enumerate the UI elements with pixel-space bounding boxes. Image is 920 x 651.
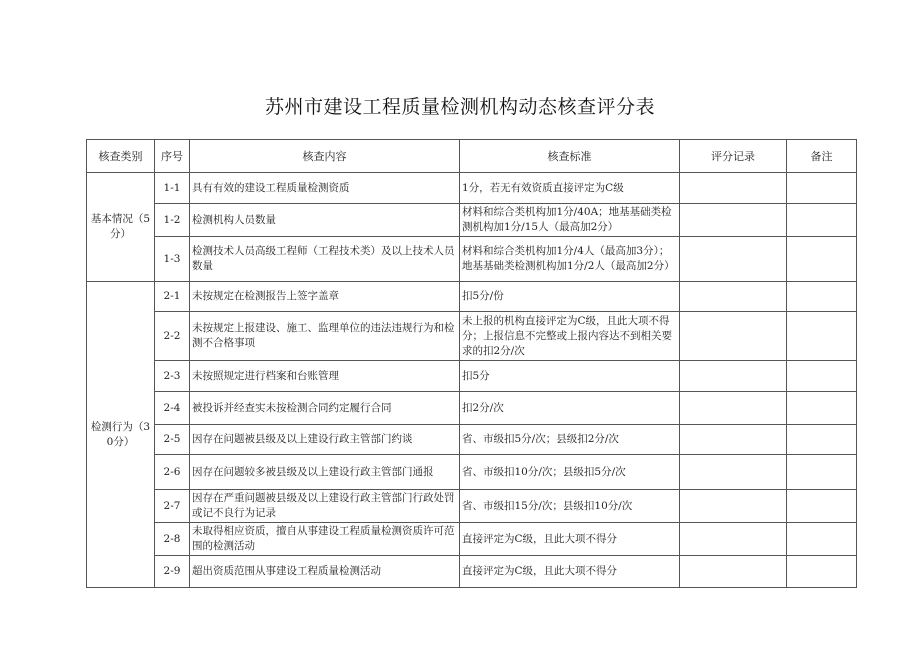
row-standard: 未上报的机构直接评定为C级，且此大项不得分；上报信息不完整或上报内容达不到相关要求的扣2分/次: [460, 312, 680, 361]
table-row: [87, 425, 857, 455]
row-content: 具有有效的建设工程质量检测资质: [190, 173, 460, 204]
header-note: 备注: [787, 140, 857, 173]
row-standard: 1分，若无有效资质直接评定为C级: [460, 173, 680, 204]
score-cell[interactable]: [680, 204, 787, 237]
row-content: 检测技术人员高级工程师（工程技术类）及以上技术人员数量: [190, 237, 460, 282]
score-cell[interactable]: [680, 392, 787, 425]
header-standard: 核查标准: [460, 140, 680, 173]
row-number: 2-6: [155, 455, 190, 490]
table-row: [87, 361, 857, 392]
table-row: [87, 204, 857, 237]
note-cell[interactable]: [787, 204, 857, 237]
row-content: 未取得相应资质，擅自从事建设工程质量检测资质许可范围的检测活动: [190, 523, 460, 556]
note-cell[interactable]: [787, 282, 857, 312]
table-row: [87, 282, 857, 312]
table-row: [87, 523, 857, 556]
note-cell[interactable]: [787, 425, 857, 455]
note-cell[interactable]: [787, 173, 857, 204]
row-number: 2-9: [155, 556, 190, 588]
row-number: 1-3: [155, 237, 190, 282]
row-number: 2-8: [155, 523, 190, 556]
row-number: 1-1: [155, 173, 190, 204]
note-cell[interactable]: [787, 556, 857, 588]
row-standard: 扣5分: [460, 361, 680, 392]
header-number: 序号: [155, 140, 190, 173]
table-row: [87, 455, 857, 490]
note-cell[interactable]: [787, 392, 857, 425]
note-cell[interactable]: [787, 312, 857, 361]
header-content: 核查内容: [190, 140, 460, 173]
score-cell[interactable]: [680, 173, 787, 204]
table-row: [87, 556, 857, 588]
table-row: [87, 237, 857, 282]
score-cell[interactable]: [680, 237, 787, 282]
row-standard: 材料和综合类机构加1分/4人（最高加3分）；地基基础类检测机构加1分/2人（最高加2分）: [460, 237, 680, 282]
note-cell[interactable]: [787, 237, 857, 282]
row-content: 因存在问题较多被县级及以上建设行政主管部门通报: [190, 455, 460, 490]
score-cell[interactable]: [680, 361, 787, 392]
page-title: 苏州市建设工程质量检测机构动态核查评分表: [264, 96, 655, 118]
row-number: 2-3: [155, 361, 190, 392]
row-standard: 省、市级扣5分/次；县级扣2分/次: [460, 425, 680, 455]
row-content: 超出资质范围从事建设工程质量检测活动: [190, 556, 460, 588]
row-number: 2-5: [155, 425, 190, 455]
score-cell[interactable]: [680, 523, 787, 556]
row-content: 未按规定上报建设、施工、监理单位的违法违规行为和检测不合格事项: [190, 312, 460, 361]
row-number: 2-2: [155, 312, 190, 361]
row-number: 1-2: [155, 204, 190, 237]
table-row: [87, 312, 857, 361]
note-cell[interactable]: [787, 523, 857, 556]
note-cell[interactable]: [787, 361, 857, 392]
score-cell[interactable]: [680, 282, 787, 312]
note-cell[interactable]: [787, 455, 857, 490]
category-behavior: 检测行为（30分）: [87, 282, 155, 588]
row-standard: 扣2分/次: [460, 392, 680, 425]
header-category: 核查类别: [87, 140, 155, 173]
row-content: 被投诉并经查实未按检测合同约定履行合同: [190, 392, 460, 425]
table-row: [87, 490, 857, 523]
row-standard: 扣5分/份: [460, 282, 680, 312]
row-standard: 省、市级扣15分/次；县级扣10分/次: [460, 490, 680, 523]
header-row: [87, 140, 857, 173]
header-score: 评分记录: [680, 140, 787, 173]
row-content: 检测机构人员数量: [190, 204, 460, 237]
score-cell[interactable]: [680, 455, 787, 490]
row-standard: 直接评定为C级，且此大项不得分: [460, 523, 680, 556]
category-basic: 基本情况（5分）: [87, 173, 155, 282]
row-standard: 省、市级扣10分/次；县级扣5分/次: [460, 455, 680, 490]
score-table: [86, 139, 857, 588]
note-cell[interactable]: [787, 490, 857, 523]
row-content: 因存在问题被县级及以上建设行政主管部门约谈: [190, 425, 460, 455]
row-number: 2-4: [155, 392, 190, 425]
row-standard: 直接评定为C级，且此大项不得分: [460, 556, 680, 588]
row-number: 2-1: [155, 282, 190, 312]
score-cell[interactable]: [680, 556, 787, 588]
row-standard: 材料和综合类机构加1分/40A；地基基础类检测机构加1分/15人（最高加2分）: [460, 204, 680, 237]
table-row: [87, 392, 857, 425]
row-content: 未按照规定进行档案和台账管理: [190, 361, 460, 392]
row-content: 未按规定在检测报告上签字盖章: [190, 282, 460, 312]
score-cell[interactable]: [680, 425, 787, 455]
score-cell[interactable]: [680, 490, 787, 523]
score-cell[interactable]: [680, 312, 787, 361]
table-row: [87, 173, 857, 204]
row-number: 2-7: [155, 490, 190, 523]
row-content: 因存在严重问题被县级及以上建设行政主管部门行政处罚或记不良行为记录: [190, 490, 460, 523]
